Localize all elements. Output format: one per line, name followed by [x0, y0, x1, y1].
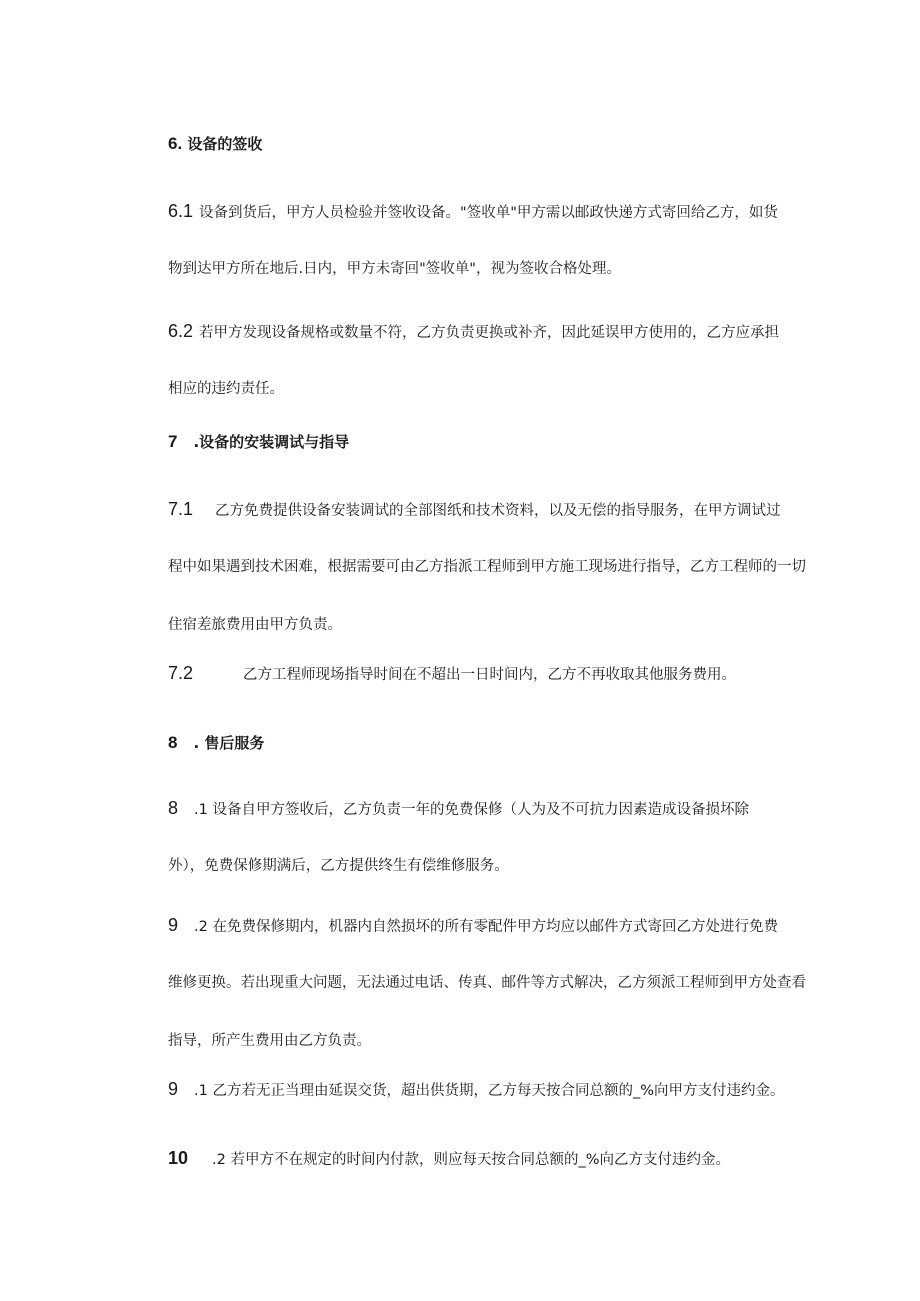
paragraph-line: [168, 837, 798, 895]
section-8-heading: [168, 733, 798, 753]
paragraph-text: .1 设备自甲方签收后，乙方负责一年的免费保修（人为及不可抗力因素造成设备损坏除: [194, 802, 749, 818]
paragraph-line: [168, 360, 798, 418]
paragraph-line: [168, 779, 798, 837]
clause-8-1: [168, 779, 798, 895]
paragraph-text: 外），免费保修期满后，乙方提供终生有偿维修服务。: [168, 858, 509, 874]
clause-number: 8: [168, 798, 179, 818]
section-number: 8: [168, 733, 178, 752]
clause-6-1: [168, 182, 798, 298]
paragraph-line: [168, 240, 798, 298]
paragraph-text: 相应的违约责任。: [168, 381, 284, 397]
section-number: 7: [168, 432, 178, 451]
paragraph-line: [168, 954, 806, 1012]
paragraph-text: 指导，所产生费用由乙方负责。: [168, 1033, 371, 1049]
clause-7-2: [168, 644, 798, 702]
clause-6-2: [168, 302, 798, 418]
clause-number: 6.1: [168, 201, 194, 221]
clause-number: 9: [168, 1079, 179, 1099]
paragraph-text: .2 在免费保修期内，机器内自然损坏的所有零配件甲方均应以邮件方式寄回乙方处进行免费: [194, 919, 778, 935]
paragraph-line: [168, 1060, 798, 1118]
paragraph-text: 住宿差旅费用由甲方负责。: [168, 617, 342, 633]
paragraph-text: 乙方免费提供设备安装调试的全部图纸和技术资料，以及无偿的指导服务，在甲方调试过: [215, 503, 781, 519]
paragraph-text: .2 若甲方不在规定的时间内付款，则应每天按合同总额的_%向乙方支付违约金。: [212, 1152, 730, 1168]
clause-9-1: [168, 1060, 798, 1118]
section-number: 6.: [168, 134, 183, 153]
section-title: . 售后服务: [193, 734, 265, 752]
clause-number: 7.1: [168, 499, 194, 519]
paragraph-text: 乙方工程师现场指导时间在不超出一日时间内，乙方不再收取其他服务费用。: [243, 667, 737, 683]
paragraph-text: 物到达甲方所在地后.日内，甲方未寄回"签收单"，视为签收合格处理。: [168, 261, 621, 277]
clause-10-2: [168, 1129, 798, 1187]
paragraph-line: [168, 538, 806, 596]
paragraph-text: 维修更换。若出现重大问题，无法通过电话、传真、邮件等方式解决，乙方须派工程师到甲方处查看: [168, 975, 806, 991]
clause-7-1: [168, 480, 806, 654]
paragraph-line: [168, 302, 798, 360]
section-title: .设备的安装调试与指导: [193, 433, 350, 451]
clause-number: 6.2: [168, 321, 194, 341]
clause-number: 7.2: [168, 663, 194, 683]
clause-number: 9: [168, 915, 179, 935]
paragraph-line: [168, 480, 798, 538]
section-title: 设备的签收: [187, 135, 263, 153]
paragraph-line: [168, 896, 798, 954]
section-6-heading: [168, 134, 798, 154]
clause-number: 10: [168, 1148, 189, 1168]
clause-9-2: [168, 896, 806, 1070]
paragraph-text: 设备到货后，甲方人员检验并签收设备。"签收单"甲方需以邮政快递方式寄回给乙方，如货: [199, 205, 778, 221]
paragraph-text: 程中如果遇到技术困难，根据需要可由乙方指派工程师到甲方施工现场进行指导，乙方工程师的一切: [168, 559, 806, 575]
paragraph-line: [168, 182, 798, 240]
paragraph-text: 若甲方发现设备规格或数量不符，乙方负责更换或补齐，因此延误甲方使用的，乙方应承担: [199, 325, 780, 341]
section-7-heading: [168, 432, 798, 452]
paragraph-line: [168, 644, 798, 702]
paragraph-text: .1 乙方若无正当理由延误交货，超出供货期，乙方每天按合同总额的_%向甲方支付违约金。: [194, 1083, 785, 1099]
paragraph-line: [168, 1129, 798, 1187]
